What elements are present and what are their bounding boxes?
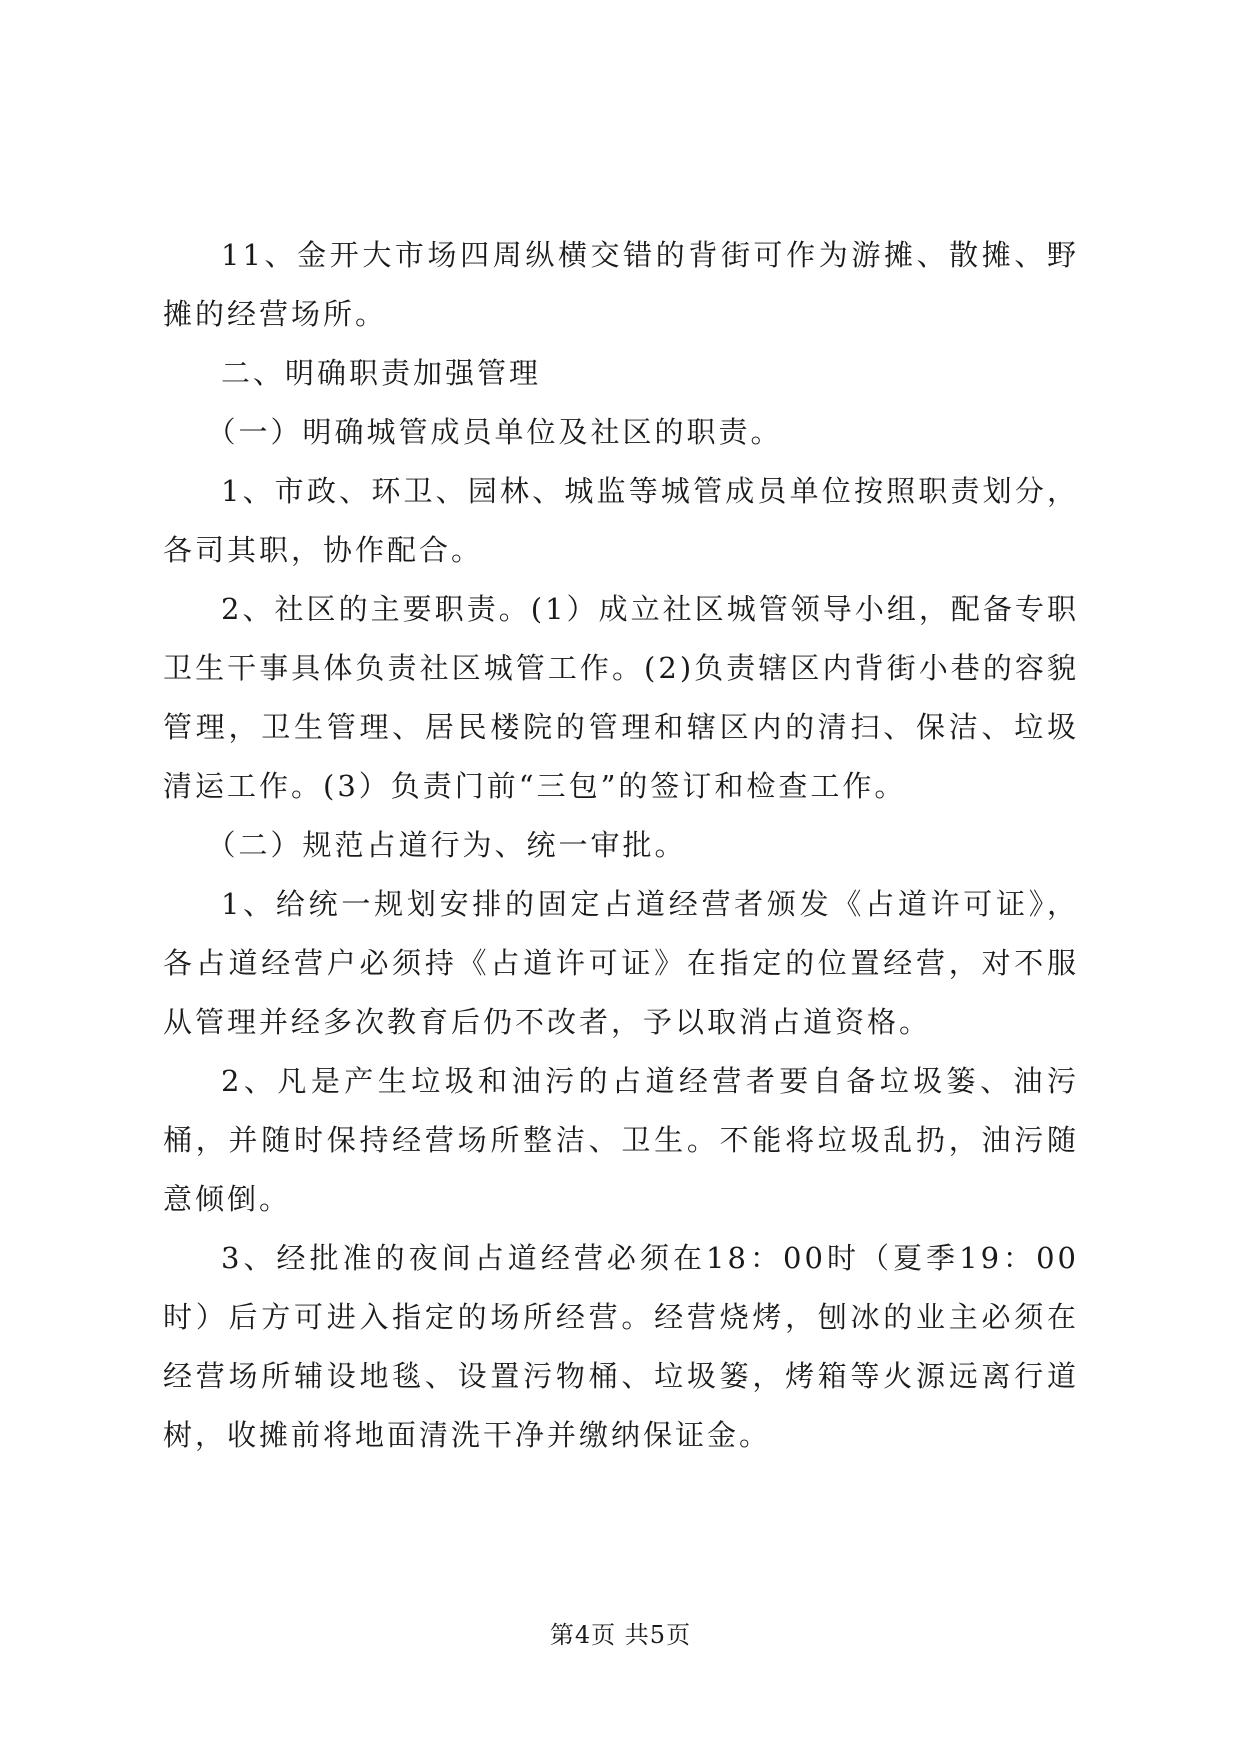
paragraph-item-1-permit: 1、给统一规划安排的固定占道经营者颁发《占道许可证》，各占道经营户必须持《占道许可证》在指定的位置经营，对不服从管理并经多次教育后仍不改者，予以取消占道资格。 (163, 887, 1079, 1039)
paragraph-item-2-community: 2、社区的主要职责。(1）成立社区城管领导小组，配备专职卫生干事具体负责社区城管工作。(2)负责辖区内背街小巷的容貌管理，卫生管理、居民楼院的管理和辖区内的清扫、保洁、垃圾清运工作。(3）负责门前“三包”的签订和检查工作。 (163, 592, 1079, 803)
paragraph-item-1-units: 1、市政、环卫、园林、城监等城管成员单位按照职责划分，各司其职，协作配合。 (163, 474, 1079, 567)
paragraph-item-3-night: 3、经批准的夜间占道经营必须在18：00时（夏季19：00时）后方可进入指定的场所经营。经营烧烤，刨冰的业主必须在经营场所辅设地毯、设置污物桶、垃圾篓，烤箱等火源远离行道树，收摊前将地面清洗干净并缴纳保证金。 (163, 1241, 1079, 1452)
paragraph-item-11-market: 11、金开大市场四周纵横交错的背街可作为游摊、散摊、野摊的经营场所。 (163, 238, 1079, 331)
subsection-heading-2: （二）规范占道行为、统一审批。 (206, 828, 687, 862)
document-body (163, 226, 1079, 1465)
page-number-footer: 第4页 共5页 (549, 1621, 692, 1649)
section-heading-duties: 二、明确职责加强管理 (221, 356, 542, 390)
paragraph-item-2-waste: 2、凡是产生垃圾和油污的占道经营者要自备垃圾篓、油污桶，并随时保持经营场所整洁、卫生。不能将垃圾乱扔，油污随意倾倒。 (163, 1064, 1079, 1216)
subsection-heading-1: （一）明确城管成员单位及社区的职责。 (206, 415, 783, 449)
